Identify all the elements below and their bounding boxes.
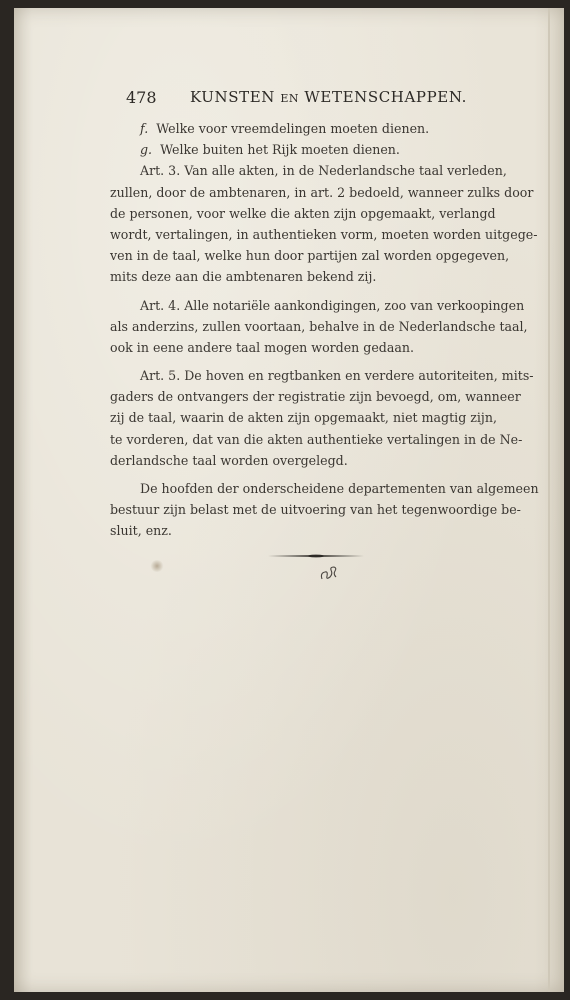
running-head <box>190 88 467 106</box>
text-line: ook in eene andere taal mogen worden gedaan. <box>110 339 415 355</box>
text-line: de personen, voor welke die akten zijn opgemaakt, verlangd <box>110 205 496 221</box>
item-text: Welke buiten het Rijk moeten dienen. <box>160 142 400 158</box>
section-divider-rule <box>268 553 364 559</box>
page-edge <box>548 8 550 992</box>
text-line: als anderzins, zullen voortaan, behalve in de Nederlandsche taal, <box>110 318 528 334</box>
running-head-part-a: KUNSTEN <box>190 88 275 106</box>
list-item-g <box>110 139 520 160</box>
text-line: ven in de taal, welke hun door partijen zal worden opgegeven, <box>110 248 510 264</box>
page-number: 478 <box>126 88 157 107</box>
running-head-part-c: WETENSCHAPPEN. <box>304 88 467 106</box>
list-item-f <box>110 118 520 139</box>
text-line: zij de taal, waarin de akten zijn opgemaakt, niet magtig zijn, <box>110 410 497 426</box>
text-line: Art. 4. Alle notariële aankondigingen, zoo van verkoopingen <box>140 297 525 313</box>
article-4 <box>110 295 528 359</box>
text-line: gaders de ontvangers der registratie zijn bevoegd, om, wanneer <box>110 389 521 405</box>
body-text <box>110 118 539 542</box>
text-line: derlandsche taal worden overgelegd. <box>110 452 348 468</box>
running-head-part-b: EN <box>280 92 300 105</box>
text-line: wordt, vertalingen, in authentieken vorm, moeten worden uitgege- <box>110 226 538 242</box>
item-label: g. <box>140 142 153 158</box>
text-line: te vorderen, dat van die akten authentieke vertalingen in de Ne- <box>110 431 523 447</box>
text-line: mits deze aan die ambtenaren bekend zij. <box>110 269 377 285</box>
item-label: f. <box>140 121 149 136</box>
item-text: Welke voor vreemdelingen moeten dienen. <box>156 121 430 136</box>
foxing-stain <box>150 560 164 572</box>
text-line: Art. 3. Van alle akten, in de Nederlandsche taal verleden, <box>140 163 507 179</box>
text-line: De hoofden der onderscheidene departementen van algemeen <box>140 481 539 496</box>
article-5 <box>110 365 534 471</box>
closing-paragraph <box>110 478 539 542</box>
text-line: bestuur zijn belast met de uitvoering van het tegenwoordige be- <box>110 502 521 518</box>
text-line: Art. 5. De hoven en regtbanken en verdere autoriteiten, mits- <box>140 368 534 384</box>
text-line: zullen, door de ambtenaren, in art. 2 bedoeld, wanneer zulks door <box>110 184 534 200</box>
handwritten-mark <box>318 563 340 583</box>
page-header <box>126 88 466 110</box>
text-line: sluit, enz. <box>110 523 172 539</box>
article-3 <box>110 160 538 287</box>
